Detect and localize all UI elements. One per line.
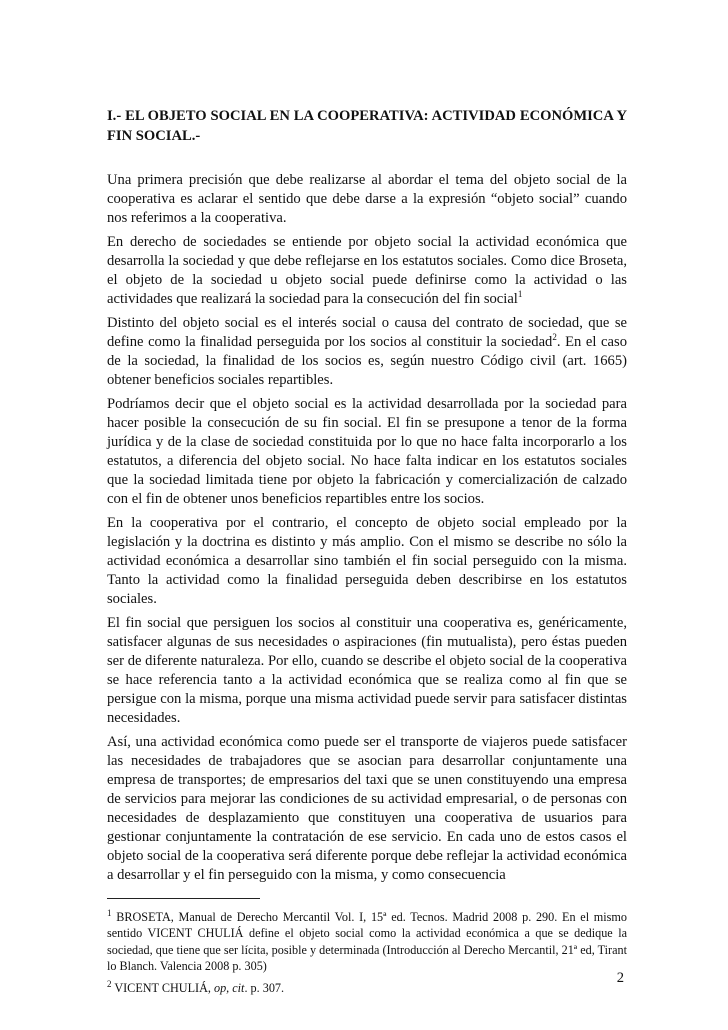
footnote-2-italic: op, cit [213, 980, 245, 995]
footnote-1-number: 1 [107, 907, 112, 918]
section-heading: I.- EL OBJETO SOCIAL EN LA COOPERATIVA: ACTIVIDAD ECONÓMICA Y FIN SOCIAL.- [107, 108, 627, 144]
paragraph-3-text-a: Distinto del objeto social es el interés social o causa del contrato de sociedad, que se define como la finalidad perseguida por los socios al constituir la sociedad [107, 315, 627, 350]
paragraph-2 [107, 233, 627, 309]
paragraph-5: En la cooperativa por el contrario, el concepto de objeto social empleado por la legislación y la doctrina es distinto y más amplio. Con el mismo se describe no sólo la actividad económica a desarrollar sino también el fin social perseguido con la misma. Tanto la actividad como la finalidad perseguida deben describirse en los estatutos sociales. [107, 515, 627, 607]
footnote-2-number: 2 [107, 978, 112, 989]
paragraph-4: Podríamos decir que el objeto social es la actividad desarrollada por la sociedad para hacer posible la consecución de su fin social. El fin se presupone a tenor de la forma jurídica y de la clase de sociedad constituida por lo que no hace falta incorporarlo a los estatutos, a diferencia del objeto social. No hace falta indicar en los estatutos sociales que la sociedad limitada tiene por objeto la fabricación y comercialización de calzado con el fin de obtener unos beneficios repartibles entre los socios. [107, 396, 627, 507]
footnote-ref-1: 1 [517, 289, 523, 300]
footnote-2 [107, 980, 627, 996]
paragraph-6: El fin social que persiguen los socios al constituir una cooperativa es, genéricamente, satisfacer algunas de sus necesidades o aspiraciones (fin mutualista), pero éstas pueden ser de diferente naturaleza. Por ello, cuando se describe el objeto social de la cooperativa se hace referencia tanto a la actividad económica que se realiza como al fin que se persigue con la misma, porque una misma actividad puede servir para satisfacer distintas necesidades. [107, 615, 627, 726]
footnote-ref-2: 2 [552, 332, 557, 343]
paragraph-3-text-b: . En el caso de la sociedad, la finalidad de los socios es, según nuestro Código civil (art. 1665) obtener beneficios sociales repartibles. [107, 334, 627, 388]
footnote-1-text: BROSETA, Manual de Derecho Mercantil Vol. I, 15ª ed. Tecnos. Madrid 2008 p. 290. En el mismo sentido VICENT CHULIÁ define el objeto social como la actividad económica a que se dedique la sociedad, que tiene que ser lícita, posible y determinada (Introducción al Derecho Mercantil, 21ª ed, Tirant lo Blanch. Valencia 2008 p. 305) [107, 910, 627, 974]
paragraph-3 [107, 314, 627, 390]
paragraph-7: Así, una actividad económica como puede ser el transporte de viajeros puede satisfacer las necesidades de trabajadores que se asocian para desarrollar conjuntamente una empresa de transportes; de empresarios del taxi que se unen constituyendo una empresa de servicios para mejorar las condiciones de su actividad empresarial, o de personas con necesidades de desplazamiento que constituyen una cooperativa de usuarios para gestionar conjuntamente la contratación de ese servicio. En cada uno de estos casos el objeto social de la cooperativa será diferente porque debe reflejar la actividad económica a desarrollar y el fin perseguido con la misma, y como consecuencia [107, 734, 627, 883]
footnote-divider [107, 898, 260, 899]
footnote-2-author: VICENT CHULIÁ, [111, 980, 214, 995]
document-body [107, 106, 627, 1001]
footnote-2-rest: . p. 307. [244, 980, 285, 995]
paragraph-2-text: En derecho de sociedades se entiende por objeto social la actividad económica que desarrolla la sociedad y que debe reflejarse en los estatutos sociales. Como dice Broseta, el objeto de la sociedad u objeto social puede definirse como la actividad o las actividades que realizará la sociedad para la consecución del fin social [107, 234, 627, 307]
page-number: 2 [616, 970, 624, 986]
paragraph-1: Una primera precisión que debe realizarse al abordar el tema del objeto social de la cooperativa es aclarar el sentido que debe darse a la expresión “objeto social” cuando nos referimos a la cooperativa. [107, 172, 627, 226]
footnote-1 [107, 909, 627, 975]
